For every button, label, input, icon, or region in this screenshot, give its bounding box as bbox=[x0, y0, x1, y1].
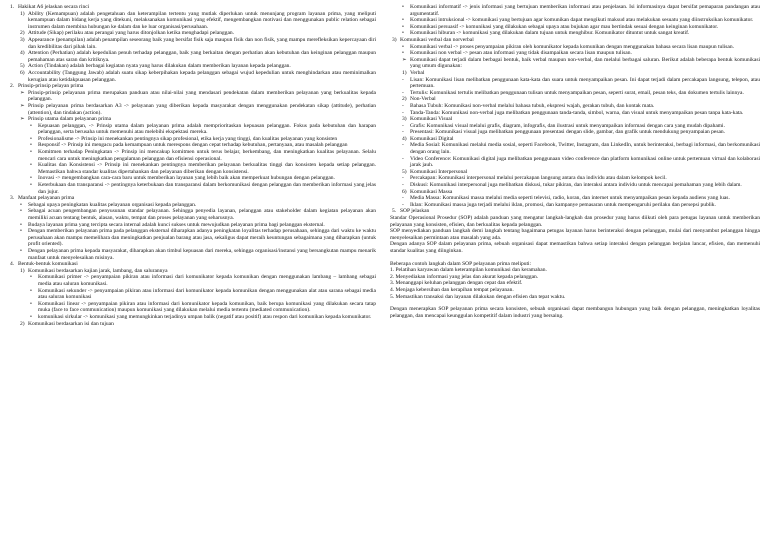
paragraph-line bbox=[8, 195, 376, 202]
paragraph-text: Tertulis: Komunikasi tertulis melibatkan penggunaan tulisan untuk menyampaikan pesan, seperti surat, email, pesan teks, dan dokumen tertulis lainnya. bbox=[410, 89, 744, 96]
paragraph-text: Komunikasi Interpersonal bbox=[410, 168, 468, 175]
paragraph-text: Prinsip pelayanan prima berdasarkan A3 -> pelayanan yang diberikan kepada masyarakat dengan menggunakan pendekatan sikap (attitude), perhatian (attention), dan tindakan (action). bbox=[28, 102, 376, 116]
paragraph-line bbox=[8, 37, 376, 50]
paragraph-line bbox=[8, 50, 376, 63]
paragraph-text: SOP menyediakan panduan langkah demi langkah tentang bagaimana petugas layanan harus berinteraksi dengan pelanggan, mulai dari menyambut pelanggan hingga menyelesaikan permintaan atau masalah yang ada. bbox=[390, 228, 760, 241]
list-marker: • bbox=[20, 247, 22, 254]
list-marker: • bbox=[20, 208, 22, 215]
list-marker: • bbox=[402, 50, 404, 57]
paragraph-line bbox=[390, 37, 760, 44]
paragraph-text: Ability (Kemampuan) adalah pengetahuan dan keterampilan tertentu yang mutlak diperlukan untuk menunjang program layanan prima, yang meliputi kemampuan dalam bidang kerja yang ditekuni, melaksanakan komunikasi yang efektif, mengembangkan motivasi dan menggunakan public relation sebagai instrumen dalam membina hubungan ke dalam dan ke luar organisasi/perusahaan. bbox=[28, 10, 376, 30]
list-marker: ➢ bbox=[20, 102, 25, 109]
paragraph-line bbox=[390, 70, 760, 77]
list-marker: 3) bbox=[20, 36, 25, 43]
paragraph-text: Dengan pelayanan prima kepada masyarakat, diharapkan akan timbul kepuasan dari mereka, sehingga organisasi/instansi yang bersangkutan mampu menarik manfaat untuk menyelesaikan misinya. bbox=[28, 247, 376, 261]
paragraph-line bbox=[390, 142, 760, 155]
list-marker: - bbox=[402, 129, 404, 136]
list-marker: ➢ bbox=[20, 89, 25, 96]
paragraph-text: Komunikasi berdasarkan isi dan tujuan bbox=[28, 320, 114, 327]
paragraph-text: 1. Pelatihan karyawan dalam keterampilan komunikasi dan keramahan. bbox=[390, 267, 547, 274]
paragraph-text: Budaya layanan prima yang tercipta secara internal adalah kunci sukses untuk mewujudkan pelayanan prima bagi pelanggan eksternal. bbox=[28, 221, 325, 228]
paragraph-text: Grafis: Komunikasi visual melalui grafis, diagram, infografis, dan ilustrasi untuk menyampaikan informasi dengan cara yang mudah dipahami. bbox=[410, 122, 725, 129]
paragraph-text: Responsif -> Prinsip ini mengacu pada kemampuan untuk merespons dengan cepat terhadap kebutuhan, pertanyaan, atau masalah pelanggan bbox=[38, 142, 348, 149]
paragraph-line bbox=[390, 287, 760, 294]
paragraph-text: Attention (Perhatian) adalah kepedulian penuh terhadap pelanggan, baik yang berkaitan dengan perhatian akan kebutuhan dan keinginan pelanggan maupun pemahaman atas saran dan kritiknya. bbox=[28, 50, 376, 63]
paragraph-line bbox=[8, 11, 376, 31]
list-marker: 2) bbox=[20, 320, 25, 327]
list-marker: • bbox=[30, 149, 32, 156]
list-marker: • bbox=[30, 175, 32, 182]
paragraph-line bbox=[8, 149, 376, 162]
list-marker: • bbox=[30, 182, 32, 189]
paragraph-line bbox=[390, 103, 760, 110]
paragraph-line bbox=[390, 202, 760, 209]
list-marker: 2) bbox=[402, 96, 407, 103]
paragraph-line bbox=[390, 169, 760, 176]
list-marker: - bbox=[402, 89, 404, 96]
list-marker: 3. bbox=[10, 195, 15, 202]
list-marker: • bbox=[30, 274, 32, 281]
paragraph-text: Komunikasi non verbal -> pesan atau informasi yang tidak disampaikan secara lisan maupun tulisan. bbox=[410, 50, 632, 57]
paragraph-text: Prinsip utama dalam pelayanan prima bbox=[28, 116, 112, 123]
paragraph-line bbox=[8, 103, 376, 116]
list-marker: 3) bbox=[402, 116, 407, 123]
list-marker: - bbox=[402, 122, 404, 129]
paragraph-text: Kualitas dan Konsistensi -> Prinsip ini menekankan pentingnya memberikan pelayanan berkualitas tinggi dan konsisten kepada setiap pelanggan. Memastikan bahwa standar kualitas dipertahankan dan pelayanan diberikan dengan konsistensi. bbox=[38, 162, 376, 175]
paragraph-text: Bentuk-bentuk komunikasi bbox=[18, 261, 78, 268]
paragraph-text: Komunikasi informatif -> jenis informasi yang bertujuan memberikan informasi atau penjelasan. Isi informasinya dapat bersifat pemaparan pandangan atau argumentatif. bbox=[410, 4, 760, 17]
list-marker: ➢ bbox=[402, 56, 407, 63]
list-marker: 5) bbox=[402, 168, 407, 175]
paragraph-text: Attitude (Sikap) perilaku atau perangai yang harus ditonjolkan ketika menghadapi pelanggan. bbox=[28, 30, 235, 37]
paragraph-line bbox=[390, 129, 760, 136]
list-marker: • bbox=[402, 30, 404, 37]
paragraph-text: Komunikasi verbal -> proses penyampaian pikiran oleh komunikator kepada komunikan dengan menggunakan bahasa secara lisan maupun tulisan. bbox=[410, 43, 734, 50]
paragraph-line bbox=[390, 208, 760, 215]
paragraph-text: Komunikasi linear -> penyampaian pikiran atau informasi dari komunikator kepada komunikan, baik berupa komunikasi yang dilakukan secara tatap muka (face to face communication) maupun komunikasi yang dilakukan melalui media tertentu (mediated communication). bbox=[38, 300, 376, 314]
paragraph-line bbox=[390, 50, 760, 57]
list-marker: - bbox=[402, 102, 404, 109]
left-column bbox=[8, 4, 376, 327]
paragraph-line bbox=[390, 228, 760, 241]
paragraph-text: Appearance (penampilan) adalah penampilan seseorang baik yang bersifat fisik saja maupun fisik dan non fisik, yang mampu merefleksikan kepercayaan diri dan kredibilitas dari pihak lain. bbox=[28, 36, 376, 50]
paragraph-text: Standar Operasional Prosedur (SOP) adalah panduan yang mengatur langkah-langkah dan prosedur yang harus diikuti oleh para petugas layanan untuk memberikan pelayanan yang konsisten, efisien, dan berkualitas kepada pelanggan. bbox=[390, 215, 760, 228]
list-marker: • bbox=[30, 300, 32, 307]
list-marker: - bbox=[402, 76, 404, 83]
paragraph-line bbox=[390, 30, 760, 37]
list-marker: 4. bbox=[10, 261, 15, 268]
list-marker: 2. bbox=[10, 83, 15, 90]
list-marker: 5. bbox=[392, 208, 397, 215]
paragraph-line bbox=[8, 30, 376, 37]
paragraph-line bbox=[8, 142, 376, 149]
paragraph-text: Dengan memberikan pelayanan prima pada pelanggan eksternal diharapkan adanya peningkatan loyalitas terhadap perusahaan, sehingga dari waktu ke waktu perusahaan akan mampu memelihara dan meningkatkan penjualan barang atau jasa, sekaligus dapat meraih keuntungan sebagaimana yang diharapkan (untuk profit oriented). bbox=[28, 228, 376, 248]
paragraph-text: Komunikasi dapat terjadi dalam berbagai bentuk, baik verbal maupun non-verbal, dan melalui berbagai saluran. Berikut adalah beberapa bentuk komunikasi yang umum digunakan: bbox=[410, 56, 760, 70]
paragraph-text: Profesionalisme -> Prinsip ini menekankan pentingnya sikap profesional, etika kerja yang tinggi, dan kualitas pelayanan yang konsisten bbox=[38, 135, 338, 142]
paragraph-text: Kepuasan pelanggan, -> Prinsip utama dalam pelayanan prima adalah memprioritaskan kepuasan pelanggan. Fokus pada kebutuhan dan harapan pelanggan, serta berusaha untuk memenuhi atau melebihi ekspektasi mereka. bbox=[38, 122, 376, 136]
paragraph-text: Komunikasi primer -> penyampaian pikiran atau informasi dari komunikator kepada komunikan dengan menggunakan lambang – lambang sebagai media atau saluran komunikasi. bbox=[38, 274, 376, 287]
list-marker: • bbox=[30, 142, 32, 149]
paragraph-text: Video Conference: Komunikasi digital juga melibatkan penggunaan video conference dan platform komunikasi online untuk pertemuan virtual dan kolaborasi jarak jauh. bbox=[410, 155, 760, 169]
paragraph-text: Hakikat A6 jelaskan secara rinci bbox=[18, 4, 90, 10]
paragraph-line bbox=[390, 306, 760, 319]
paragraph-line bbox=[390, 261, 760, 268]
paragraph-text: Dengan adanya SOP dalam pelayanan prima, sebuah organisasi dapat memastikan bahwa setiap interaksi dengan pelanggan berjalan lancar, efisien, dan memenuhi standar kualitas yang diinginkan. bbox=[390, 241, 760, 254]
list-marker: - bbox=[402, 155, 404, 162]
paragraph-line bbox=[8, 321, 376, 328]
list-marker: 4) bbox=[20, 50, 25, 57]
paragraph-text: Komunikasi verbal dan norverbal bbox=[400, 36, 474, 43]
paragraph-line bbox=[390, 17, 760, 24]
paragraph-text: Komunikasi sekunder -> penyampaian pikiran atau informasi dari komunikator kepada komunikan dengan menggunakan alat atau sarana sebagai media atau saluran komunikasi bbox=[38, 287, 376, 301]
paragraph-line bbox=[8, 208, 376, 221]
paragraph-line bbox=[390, 189, 760, 196]
paragraph-text: 3. Menanggapi keluhan pelanggan dengan cepat dan efektif. bbox=[390, 280, 523, 287]
paragraph-text: Komunikasi Digital bbox=[410, 135, 454, 142]
paragraph-line bbox=[8, 301, 376, 314]
paragraph-text: Manfaat pelayanan prima bbox=[18, 195, 75, 202]
list-marker: 1) bbox=[20, 267, 25, 274]
paragraph-text: 5. Memastikan transaksi dan layanan dilakukan dengan efisien dan tepat waktu. bbox=[390, 293, 566, 300]
list-marker: 2) bbox=[20, 30, 25, 37]
paragraph-line bbox=[390, 90, 760, 97]
paragraph-text: Komunikasi berdasarkan kajian jarak, lambang, dan salurannya bbox=[28, 267, 168, 274]
paragraph-text: Beberapa contoh langkah dalam SOP pelayanan prima meliputi: bbox=[390, 260, 532, 267]
paragraph-text: Komunikasi persuasif -> komunikasi yang dilakukan sebagai upaya atau bujukan agar mau bertindak sesuai dengan keinginan komunikator. bbox=[410, 23, 719, 30]
paragraph-line bbox=[390, 280, 760, 287]
paragraph-line bbox=[390, 175, 760, 182]
paragraph-text: Action (Tindakan) adalah berbagai kegiatan nyata yang harus dilakukan dalam memberikan layanan kepada pelanggan. bbox=[28, 63, 291, 70]
paragraph-line bbox=[8, 314, 376, 321]
list-marker: - bbox=[402, 195, 404, 202]
paragraph-text: Dengan menerapkan SOP pelayanan prima secara konsisten, sebuah organisasi dapat membangun hubungan yang baik dengan pelanggan, meningkatkan loyalitas pelanggan, dan mencapai keunggulan kompetitif dalam industri yang bersaing. bbox=[390, 306, 760, 319]
paragraph-line bbox=[8, 162, 376, 175]
list-marker: ➢ bbox=[20, 116, 25, 123]
paragraph-text: SOP jelaskan bbox=[400, 208, 430, 215]
paragraph-line bbox=[8, 90, 376, 103]
paragraph-line bbox=[8, 83, 376, 90]
paragraph-line bbox=[8, 116, 376, 123]
paragraph-line bbox=[390, 156, 760, 169]
paragraph-line bbox=[8, 4, 376, 11]
paragraph-text: Sebagai acuan pengembangan penyusunan standar pelayanan. Sehingga penyedia layanan, pelanggan atau stakeholder dalam kegiatan pelayanan akan memiliki acuan tentang bentuk, alasan, waktu, tempat dan proses pelayanan yang seharusnya. bbox=[28, 208, 376, 221]
paragraph-text: Prinsip-prinsip pelayan prima bbox=[18, 83, 84, 90]
paragraph-text: Sebagai upaya peningkatan kualitas pelayanan organisasi kepada pelanggan. bbox=[28, 201, 197, 208]
list-marker: - bbox=[402, 201, 404, 208]
paragraph-text: komunikasi sirkular -> komunikasi yang memungkinkan terjadinya umpan balik (negatif atau positif) atau respon dari komunikan kepada komunikator. bbox=[38, 313, 372, 320]
list-marker: 5) bbox=[20, 63, 25, 70]
paragraph-line bbox=[8, 63, 376, 70]
paragraph-text: Diskusi: Komunikasi interpersonal juga melibatkan diskusi, tukar pikiran, dan interaksi antara individu untuk mencapai pemahaman yang lebih dalam. bbox=[410, 182, 742, 189]
right-column bbox=[390, 4, 760, 319]
paragraph-line bbox=[8, 123, 376, 136]
paragraph-text: Percakapan: Komunikasi interpersonal melalui percakapan langsung antara dua individu atau dalam kelompok kecil. bbox=[410, 175, 667, 182]
paragraph-text: Presentasi: Komunikasi visual juga melibatkan penggunaan presentasi dengan slide, gambar, dan grafik untuk mendukung penyampaian pesan. bbox=[410, 129, 726, 136]
paragraph-text: Lisan: Komunikasi lisan melibatkan penggunaan kata-kata dan suara untuk menyampaikan pesan. Ini dapat terjadi dalam percakapan langsung, telepon, atau pertemuan. bbox=[410, 76, 760, 90]
paragraph-text: Tanda-Tanda: Komunikasi non-verbal juga melibatkan penggunaan tanda-tanda, simbol, warna, dan visual untuk menyampaikan pesan tanpa kata-kata. bbox=[410, 109, 744, 116]
list-marker: - bbox=[402, 109, 404, 116]
paragraph-line bbox=[390, 4, 760, 17]
paragraph-text: 2. Menyediakan informasi yang jelas dan akurat kepada pelanggan. bbox=[390, 273, 539, 280]
list-marker: 1. bbox=[10, 4, 15, 10]
paragraph-line bbox=[390, 110, 760, 117]
paragraph-text: Bahasa Tubuh: Komunikasi non-verbal melalui bahasa tubuh, ekspresi wajah, gerakan tubuh, dan kontak mata. bbox=[410, 102, 655, 109]
list-marker: - bbox=[402, 175, 404, 182]
list-marker: • bbox=[30, 135, 32, 142]
paragraph-line bbox=[390, 182, 760, 189]
list-marker: • bbox=[402, 23, 404, 30]
paragraph-text: Accountability (Tanggung Jawab) adalah suatu sikap keberpihakan kepada pelanggan sebagai wujud kepedulian untuk menghindarkan atau meminimalkan kerugian atau ketidakpuasan pelanggan. bbox=[28, 69, 376, 83]
list-marker: 4) bbox=[402, 135, 407, 142]
paragraph-text: Komitmen terhadap Peningkatan -> Prinsip ini mencakup komitmen untuk terus belajar, berkembang, dan meningkatkan kualitas pelayanan. Selalu mencari cara untuk meningkatkan pengalaman pelanggan dan efisiensi operasional. bbox=[38, 149, 376, 162]
paragraph-text: Komunikasi Massa bbox=[410, 188, 453, 195]
paragraph-text: Media Massa: Komunikasi massa melalui media seperti televisi, radio, koran, dan internet untuk menyampaikan pesan kepada audiens yang luas. bbox=[410, 195, 730, 202]
paragraph-line bbox=[390, 77, 760, 90]
list-marker: • bbox=[30, 122, 32, 129]
paragraph-line bbox=[390, 267, 760, 274]
list-marker: 1) bbox=[402, 69, 407, 76]
paragraph-line bbox=[8, 70, 376, 83]
paragraph-text: Non-Verbal bbox=[410, 96, 436, 103]
paragraph-line bbox=[8, 274, 376, 287]
paragraph-text: Iklan: Komunikasi massa juga terjadi melalui iklan, promosi, dan kampanye pemasaran untuk mempengaruhi perilaku dan persepsi publik. bbox=[410, 201, 716, 208]
paragraph-line bbox=[390, 116, 760, 123]
list-marker: • bbox=[30, 162, 32, 169]
paragraph-line bbox=[390, 294, 760, 301]
list-marker: - bbox=[402, 182, 404, 189]
list-marker: • bbox=[402, 17, 404, 24]
paragraph-line bbox=[8, 182, 376, 195]
paragraph-text: Prinsip-prinsip pelayanan prima merupakan panduan atau nilai-nilai yang mendasari pendekatan dalam memberikan pelayanan yang berkualitas kepada pelanggan. bbox=[28, 89, 376, 103]
paragraph-text: 4. Menjaga kebersihan dan kerapihan tempat pelayanan. bbox=[390, 286, 514, 293]
paragraph-line bbox=[8, 288, 376, 301]
list-marker: 1) bbox=[20, 10, 25, 17]
paragraph-text: Komunikasi intruksional -> komunikasi yang bertujuan agar komunikan dapat mengikuti maksud atau melakukan sesuatu yang diinstruksikan komunikator. bbox=[410, 17, 754, 24]
list-marker: • bbox=[30, 313, 32, 320]
list-marker: • bbox=[20, 221, 22, 228]
list-marker: - bbox=[402, 142, 404, 149]
paragraph-text: Inovasi -> mengembangkan cara-cara baru untuk memberikan layanan yang lebih baik akan memperkuat hubungan dengan pelanggan. bbox=[38, 175, 335, 182]
list-marker: • bbox=[20, 201, 22, 208]
paragraph-line bbox=[8, 202, 376, 209]
paragraph-line bbox=[8, 261, 376, 268]
list-marker: • bbox=[402, 4, 404, 10]
paragraph-line bbox=[390, 215, 760, 228]
paragraph-line bbox=[8, 248, 376, 261]
paragraph-line bbox=[390, 96, 760, 103]
list-marker: • bbox=[30, 287, 32, 294]
list-marker: 6) bbox=[402, 188, 407, 195]
paragraph-text: Media Sosial: Komunikasi melalui media sosial, seperti Facebook, Twitter, Instagram, dan LinkedIn, untuk berinteraksi, berbagi informasi, dan berkomunikasi dengan orang lain. bbox=[410, 142, 760, 156]
paragraph-line bbox=[390, 241, 760, 254]
paragraph-line bbox=[390, 57, 760, 70]
paragraph-text: Keterbukaan dan transparansi -> pentingnya keterbukaan dan transparansi dalam berkomunikasi dengan pelanggan dan memberikan informasi yang jelas dan jujur. bbox=[38, 182, 376, 195]
paragraph-line bbox=[8, 222, 376, 229]
paragraph-line bbox=[8, 228, 376, 248]
paragraph-line bbox=[390, 195, 760, 202]
paragraph-text: Verbal bbox=[410, 69, 425, 76]
list-marker: 3) bbox=[392, 36, 397, 43]
list-marker: • bbox=[20, 228, 22, 235]
paragraph-text: Komunikasi Visual bbox=[410, 116, 453, 123]
paragraph-text: Komunikasi hiburan -> komunikasi yang dilakukan dalam tujuan untuk menghibur. Komunikator dituntut untuk sangat kreatif. bbox=[410, 30, 690, 37]
list-marker: • bbox=[402, 43, 404, 50]
list-marker: 6) bbox=[20, 69, 25, 76]
